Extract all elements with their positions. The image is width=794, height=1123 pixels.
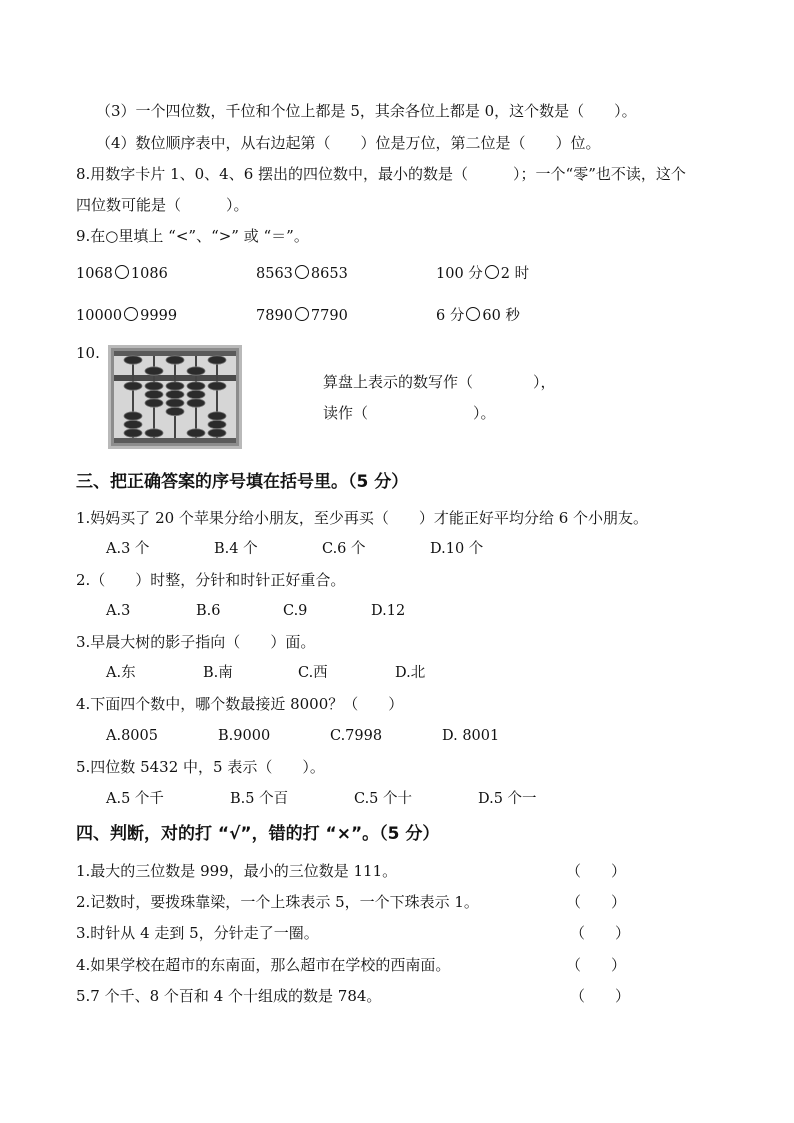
abacus-bead bbox=[145, 382, 163, 390]
question-10-line2: 读作（ ）。 bbox=[323, 404, 496, 422]
option-d[interactable]: D.10 个 bbox=[430, 541, 484, 557]
option-c[interactable]: C.5 个十 bbox=[354, 791, 413, 807]
abacus-bead bbox=[187, 429, 205, 437]
option-a[interactable]: A.8005 bbox=[106, 728, 158, 744]
abacus-bead bbox=[145, 367, 163, 375]
option-d[interactable]: D.北 bbox=[395, 665, 426, 681]
option-b[interactable]: B.9000 bbox=[218, 728, 271, 744]
question-10-number: 10. bbox=[76, 344, 100, 362]
abacus-bead bbox=[208, 420, 226, 428]
question-7-4: （4）数位顺序表中，从右边起第（ ）位是万位，第二位是（ ）位。 bbox=[96, 134, 601, 152]
answer-bracket[interactable]: （ ） bbox=[566, 893, 627, 911]
compare-item: 6 分 60 秒 bbox=[436, 308, 520, 324]
option-a[interactable]: A.3 bbox=[106, 603, 131, 619]
abacus-bead bbox=[166, 399, 184, 407]
s3-question-5: 5.四位数 5432 中，5 表示（ ）。 bbox=[76, 758, 325, 776]
option-c[interactable]: C.9 bbox=[283, 603, 308, 619]
abacus-bead bbox=[124, 429, 142, 437]
answer-bracket[interactable]: （ ） bbox=[570, 987, 631, 1005]
option-d[interactable]: D.12 bbox=[371, 603, 406, 619]
abacus-bead bbox=[208, 356, 226, 364]
s4-item-4: 4.如果学校在超市的东南面，那么超市在学校的西南面。 bbox=[76, 956, 451, 974]
question-8-line2: 四位数可能是（ ）。 bbox=[76, 196, 249, 214]
question-7-3: （3）一个四位数，千位和个位上都是 5，其余各位上都是 0，这个数是（ ）。 bbox=[96, 102, 637, 120]
abacus-image bbox=[108, 345, 242, 449]
compare-item: 1068 1086 bbox=[76, 266, 168, 282]
compare-item: 7890 7790 bbox=[256, 308, 348, 324]
answer-bracket[interactable]: （ ） bbox=[570, 924, 631, 942]
compare-circle[interactable] bbox=[466, 307, 480, 321]
abacus-bead bbox=[166, 390, 184, 398]
abacus-bead bbox=[145, 390, 163, 398]
section3-title: 三、把正确答案的序号填在括号里。（5 分） bbox=[76, 472, 409, 492]
compare-circle[interactable] bbox=[485, 265, 499, 279]
option-c[interactable]: C.西 bbox=[298, 665, 328, 681]
abacus-bead bbox=[124, 382, 142, 390]
abacus-bead bbox=[187, 367, 205, 375]
s4-item-1: 1.最大的三位数是 999，最小的三位数是 111。 bbox=[76, 862, 398, 880]
option-b[interactable]: B.4 个 bbox=[214, 541, 258, 557]
abacus-bead bbox=[124, 412, 142, 420]
compare-item: 10000 9999 bbox=[76, 308, 178, 324]
answer-bracket[interactable]: （ ） bbox=[566, 862, 627, 880]
abacus-bead bbox=[187, 399, 205, 407]
option-c[interactable]: C.6 个 bbox=[322, 541, 366, 557]
option-b[interactable]: B.5 个百 bbox=[230, 791, 289, 807]
s4-item-5: 5.7 个千、8 个百和 4 个十组成的数是 784。 bbox=[76, 987, 382, 1005]
compare-circle[interactable] bbox=[295, 307, 309, 321]
abacus-bead bbox=[187, 382, 205, 390]
option-a[interactable]: A.3 个 bbox=[106, 541, 150, 557]
option-c[interactable]: C.7998 bbox=[330, 728, 383, 744]
abacus-bead bbox=[166, 382, 184, 390]
abacus-bead bbox=[124, 420, 142, 428]
abacus-bead bbox=[208, 429, 226, 437]
s4-item-3: 3.时针从 4 走到 5，分针走了一圈。 bbox=[76, 924, 319, 942]
question-8-line1: 8.用数字卡片 1、0、4、6 摆出的四位数中，最小的数是（ ）；一个“零”也不读，这个 bbox=[76, 165, 686, 183]
abacus-bead bbox=[208, 412, 226, 420]
compare-item: 100 分 2 时 bbox=[436, 266, 530, 282]
option-b[interactable]: B.6 bbox=[196, 603, 221, 619]
s3-question-1: 1.妈妈买了 20 个苹果分给小朋友，至少再买（ ）才能正好平均分给 6 个小朋友。 bbox=[76, 509, 649, 527]
section4-title: 四、判断，对的打 “√”，错的打 “×”。（5 分） bbox=[76, 824, 440, 844]
abacus-bead bbox=[166, 407, 184, 415]
option-d[interactable]: D.5 个一 bbox=[478, 791, 537, 807]
s4-item-2: 2.记数时，要拨珠靠梁，一个上珠表示 5，一个下珠表示 1。 bbox=[76, 893, 479, 911]
compare-circle[interactable] bbox=[295, 265, 309, 279]
abacus-bead bbox=[145, 429, 163, 437]
s3-question-3: 3.早晨大树的影子指向（ ）面。 bbox=[76, 633, 316, 651]
abacus-bead bbox=[208, 382, 226, 390]
question-10-line1: 算盘上表示的数写作（ ）， bbox=[323, 373, 556, 391]
option-a[interactable]: A.5 个千 bbox=[106, 791, 164, 807]
compare-item: 8563 8653 bbox=[256, 266, 348, 282]
compare-circle[interactable] bbox=[115, 265, 129, 279]
question-9: 9.在○里填上 “<”、“>” 或 “＝”。 bbox=[76, 227, 309, 245]
option-b[interactable]: B.南 bbox=[203, 665, 233, 681]
compare-circle[interactable] bbox=[124, 307, 138, 321]
abacus-bead bbox=[187, 390, 205, 398]
abacus-bead bbox=[166, 356, 184, 364]
abacus-bead bbox=[145, 399, 163, 407]
option-d[interactable]: D. 8001 bbox=[442, 728, 500, 744]
s3-question-4: 4.下面四个数中，哪个数最接近 8000？（ ） bbox=[76, 695, 404, 713]
s3-question-2: 2.（ ）时整，分针和时针正好重合。 bbox=[76, 571, 346, 589]
abacus-bead bbox=[124, 356, 142, 364]
option-a[interactable]: A.东 bbox=[106, 665, 136, 681]
answer-bracket[interactable]: （ ） bbox=[566, 956, 627, 974]
